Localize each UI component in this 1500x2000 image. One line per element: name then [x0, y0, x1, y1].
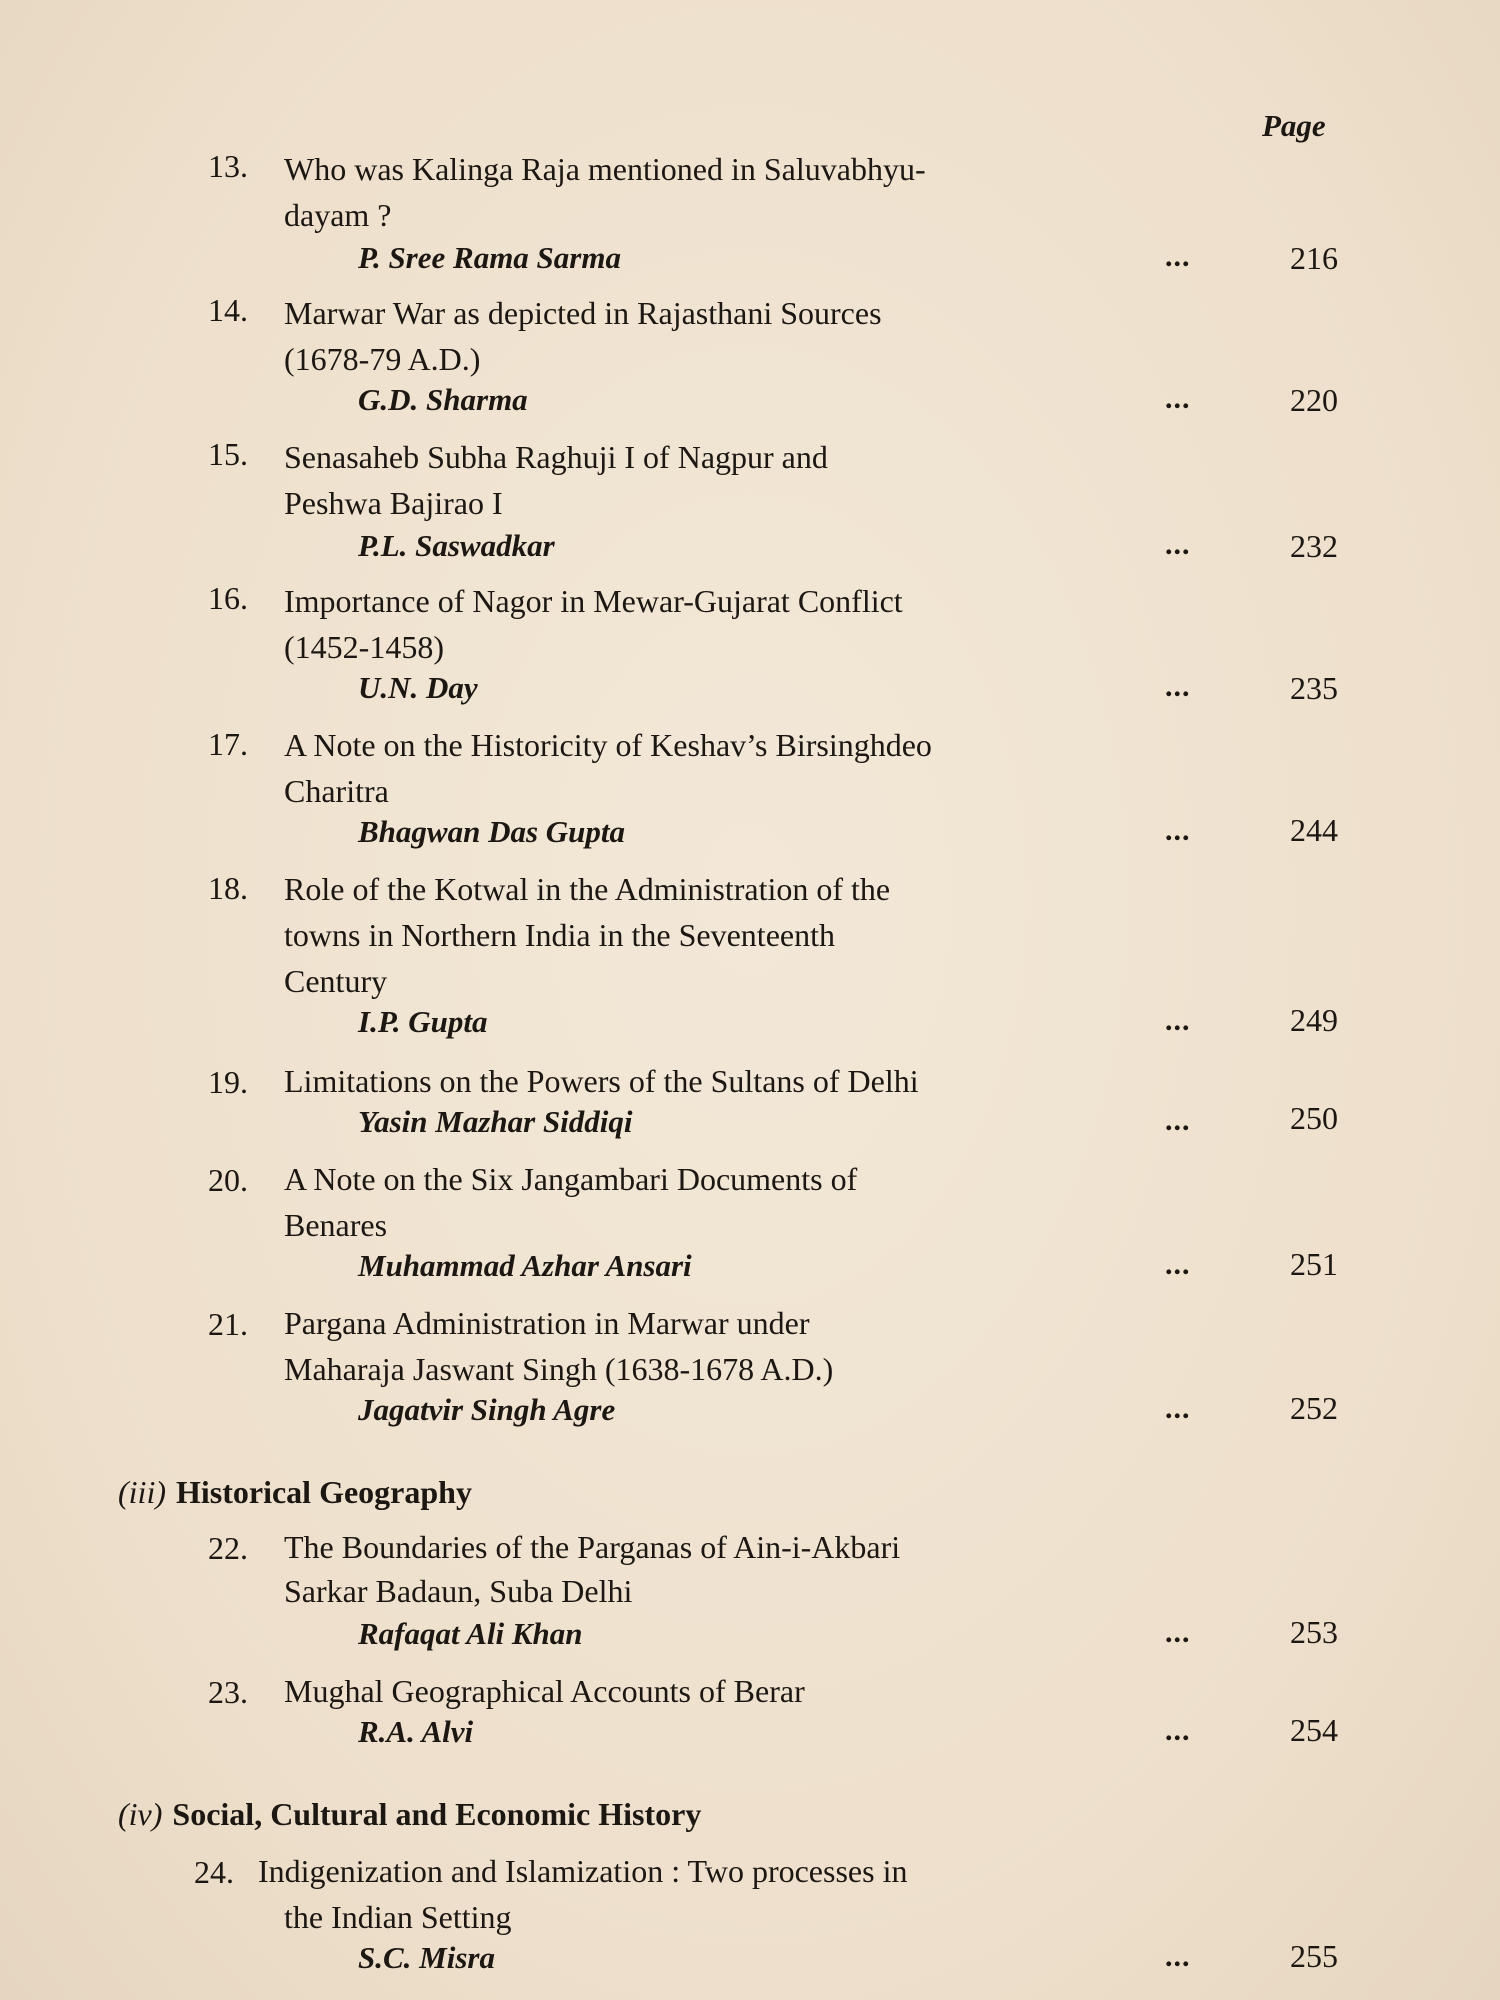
entry-page-number: 220: [1290, 382, 1338, 418]
entry-author: P. Sree Rama Sarma: [358, 240, 621, 275]
entry-number: 16.: [208, 580, 248, 616]
section-title: Social, Cultural and Economic History: [172, 1796, 702, 1832]
entry-title-line: Importance of Nagor in Mewar-Gujarat Conflict: [284, 583, 903, 619]
entry-page-number: 252: [1290, 1390, 1338, 1426]
entry-title-line: the Indian Setting: [284, 1899, 512, 1935]
section-heading-social-cultural-economic: [118, 1796, 701, 1833]
entry-title-line: Benares: [284, 1207, 388, 1243]
entry-number: 20.: [208, 1162, 248, 1198]
entry-title-line: Maharaja Jaswant Singh (1638-1678 A.D.): [284, 1351, 834, 1387]
entry-title-line: Charitra: [284, 773, 389, 809]
entry-title-line: A Note on the Historicity of Keshav’s Birsinghdeo: [284, 727, 932, 763]
entry-title-line: Pargana Administration in Marwar under: [284, 1305, 810, 1341]
leader-dots: ...: [1165, 1714, 1191, 1747]
entry-number: 21.: [208, 1306, 248, 1342]
leader-dots: ...: [1165, 1616, 1191, 1649]
entry-author: Muhammad Azhar Ansari: [358, 1248, 692, 1283]
entry-number: 15.: [208, 436, 248, 472]
entry-page-number: 244: [1290, 812, 1338, 848]
entry-number: 22.: [208, 1530, 248, 1566]
entry-title-line: The Boundaries of the Parganas of Ain-i-Akbari: [284, 1529, 901, 1565]
leader-dots: ...: [1165, 814, 1191, 847]
entry-title-line: Role of the Kotwal in the Administration of the: [284, 871, 891, 907]
entry-page-number: 255: [1290, 1938, 1338, 1974]
entry-author: R.A. Alvi: [358, 1714, 474, 1749]
leader-dots: ...: [1165, 1940, 1191, 1973]
leader-dots: ...: [1165, 240, 1191, 273]
entry-number: 14.: [208, 292, 248, 328]
leader-dots: ...: [1165, 1104, 1191, 1137]
entry-page-number: 249: [1290, 1002, 1338, 1038]
section-numeral: (iii): [118, 1474, 166, 1510]
entry-number: 17.: [208, 726, 248, 762]
entry-number: 19.: [208, 1064, 248, 1100]
leader-dots: ...: [1165, 670, 1191, 703]
entry-title-line: Peshwa Bajirao I: [284, 485, 503, 521]
section-title: Historical Geography: [175, 1474, 472, 1510]
entry-author: Bhagwan Das Gupta: [358, 814, 626, 849]
entry-number: 23.: [208, 1674, 248, 1710]
entry-title-line: A Note on the Six Jangambari Documents of: [284, 1161, 858, 1197]
entry-page-number: 253: [1290, 1614, 1338, 1650]
entry-author: P.L. Saswadkar: [358, 528, 555, 563]
entry-page-number: 232: [1290, 528, 1338, 564]
leader-dots: ...: [1165, 528, 1191, 561]
entry-title-line: Mughal Geographical Accounts of Berar: [284, 1673, 805, 1709]
entry-title-line: Limitations on the Powers of the Sultans of Delhi: [284, 1063, 919, 1099]
entry-title-line: towns in Northern India in the Seventeenth: [284, 917, 835, 953]
entry-author: Yasin Mazhar Siddiqi: [358, 1104, 633, 1139]
entry-author: Rafaqat Ali Khan: [358, 1616, 583, 1651]
leader-dots: ...: [1165, 1392, 1191, 1425]
leader-dots: ...: [1165, 382, 1191, 415]
section-heading-historical-geography: [118, 1474, 472, 1511]
entry-title-line: (1452-1458): [284, 629, 444, 665]
entry-page-number: 254: [1290, 1712, 1338, 1748]
entry-number: 13.: [208, 148, 248, 184]
entry-page-number: 251: [1290, 1246, 1338, 1282]
entry-author: Jagatvir Singh Agre: [358, 1392, 616, 1427]
section-numeral: (iv): [118, 1796, 163, 1832]
entry-title-line: Who was Kalinga Raja mentioned in Saluvabhyu-: [284, 151, 926, 187]
entry-title-line: Marwar War as depicted in Rajasthani Sources: [284, 295, 882, 331]
entry-author: U.N. Day: [358, 670, 478, 705]
entry-author: I.P. Gupta: [358, 1004, 488, 1039]
entry-title-line: Indigenization and Islamization : Two processes in: [258, 1853, 908, 1889]
entry-number: 24.: [194, 1854, 234, 1890]
entry-title-line: Sarkar Badaun, Suba Delhi: [284, 1573, 633, 1609]
entry-number: 18.: [208, 870, 248, 906]
entry-title-line: (1678-79 A.D.): [284, 341, 481, 377]
entry-page-number: 250: [1290, 1100, 1338, 1136]
entry-page-number: 216: [1290, 240, 1338, 276]
entry-author: S.C. Misra: [358, 1940, 495, 1975]
page-column-header: Page: [1262, 108, 1326, 143]
entry-author: G.D. Sharma: [358, 382, 528, 417]
entry-page-number: 235: [1290, 670, 1338, 706]
entry-title-line: dayam ?: [284, 197, 392, 233]
leader-dots: ...: [1165, 1248, 1191, 1281]
leader-dots: ...: [1165, 1004, 1191, 1037]
entry-title-line: Century: [284, 963, 388, 999]
entry-title-line: Senasaheb Subha Raghuji I of Nagpur and: [284, 439, 828, 475]
